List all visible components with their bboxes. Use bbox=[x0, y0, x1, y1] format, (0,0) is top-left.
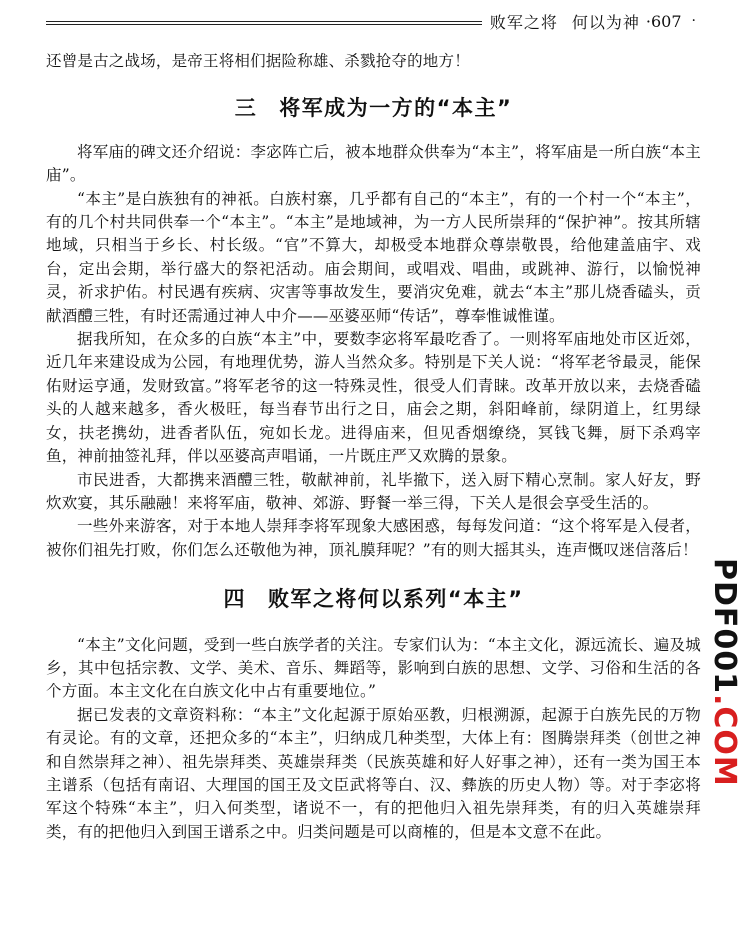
watermark-text bbox=[707, 558, 742, 787]
header-rule bbox=[46, 21, 482, 22]
paragraph: 据我所知，在众多的白族“本主”中，要数李宓将军最吃香了。一则将军庙地处市区近郊，近几年来建设成为公园，有地理优势，游人当然众多。特别是下关人说：“将军老爷最灵，能保佑财运亨通，发财致富。”将军老爷的这一特殊灵性，很受人们青睐。改革开放以来，去烧香磕头的人越来越多，香火极旺，每当春节出行之日，庙会之期，斜阳峰前，绿阴道上，红男绿女，扶老携幼，进香者队伍，宛如长龙。进得庙来，但见香烟缭绕，冥钱飞舞，厨下杀鸡宰鱼，神前抽签礼拜，伴以巫婆高声唱诵，一片既庄严又欢腾的景象。 bbox=[46, 330, 701, 466]
section-heading-4 bbox=[46, 588, 701, 611]
paragraph: 据已发表的文章资料称：“本主”文化起源于原始巫教，归根溯源，起源于白族先民的万物有灵论。有的文章，还把众多的“本主”，归纳成几种类型，大体上有：图腾崇拜类（创世之神和自然崇拜之神）、祖先崇拜类、英雄崇拜类（民族英雄和好人好事之神），还有一类为国王本主谱系（包括有南诏、大理国的国王及文臣武将等白、汉、彝族的历史人物）等。对于李宓将军这个特殊“本主”，归入何类型，诸说不一，有的把他归入祖先崇拜类，有的归入英雄崇拜类，有的把他归入到国王谱系之中。归类问题是可以商榷的，但是本文意不在此。 bbox=[46, 705, 701, 841]
page-number: 607 bbox=[651, 11, 682, 31]
section-title: 败军之将何以系列“本主” bbox=[267, 587, 524, 612]
paragraph: 市民进香，大都携来酒醴三牲，敬献神前，礼毕撤下，送入厨下精心烹制。家人好友，野炊欢宴，其乐融融！来将军庙，敬神、郊游、野餐一举三得，下关人是很会享受生活的。 bbox=[46, 470, 701, 512]
paragraph: “本主”文化问题，受到一些白族学者的关注。专家们认为：“本主文化，源远流长、遍及城乡，其中包括宗教、文学、美术、音乐、舞蹈等，影响到白族的思想、文学、习俗和生活的各个方面。本主文化在白族文化中占有重要地位。” bbox=[46, 635, 701, 701]
running-title-sub: 何以为神 bbox=[571, 12, 640, 32]
section-title: 将军成为一方的“本主” bbox=[279, 96, 513, 121]
paragraph: “本主”是白族独有的神祇。白族村寨，几乎都有自己的“本主”，有的一个村一个“本主”，有的几个村共同供奉一个“本主”。“本主”是地域神，为一方人民所崇拜的“保护神”。按其所辖地域，只相当于乡长、村长级。“官”不算大，却极受本地群众尊崇敬畏，给他建盖庙宇、戏台，定出会期，举行盛大的祭祀活动。庙会期间，或唱戏、唱曲，或跳神、游行，以愉悦神灵，祈求护佑。村民遇有疾病、灾害等事故发生，要消灾免难，就去“本主”那儿烧香磕头，贡献酒醴三牲，有时还需通过神人中介——巫婆巫师“传话”，尊奉惟诚惟谨。 bbox=[46, 189, 701, 325]
watermark bbox=[704, 558, 744, 787]
watermark-main: PDF001 bbox=[707, 558, 742, 695]
header-trailing-mark: · bbox=[691, 13, 696, 29]
section-number: 四 bbox=[223, 587, 246, 612]
running-title-main: 败军之将 bbox=[489, 12, 558, 32]
page-number-dot: · bbox=[645, 11, 651, 31]
lead-line: 还曾是古之战场，是帝王将相们据险称雄、杀戮抢夺的地方！ bbox=[46, 52, 470, 70]
paragraph: 将军庙的碑文还介绍说：李宓阵亡后，被本地群众供奉为“本主”，将军庙是一所白族“本主庙”。 bbox=[46, 142, 701, 185]
body-text bbox=[46, 50, 701, 844]
watermark-domain: .COM bbox=[707, 694, 742, 787]
section-number: 三 bbox=[234, 96, 258, 121]
running-title bbox=[490, 10, 640, 33]
page-number-group bbox=[646, 12, 682, 31]
running-header bbox=[46, 8, 696, 34]
paragraph: 一些外来游客，对于本地人崇拜李将军现象大感困惑，每每发问道：“这个将军是入侵者，被你们祖先打败，你们怎么还敬他为神，顶礼膜拜呢？”有的则大摇其头，连声慨叹迷信落后！ bbox=[46, 517, 701, 559]
section-heading-3 bbox=[46, 97, 701, 120]
